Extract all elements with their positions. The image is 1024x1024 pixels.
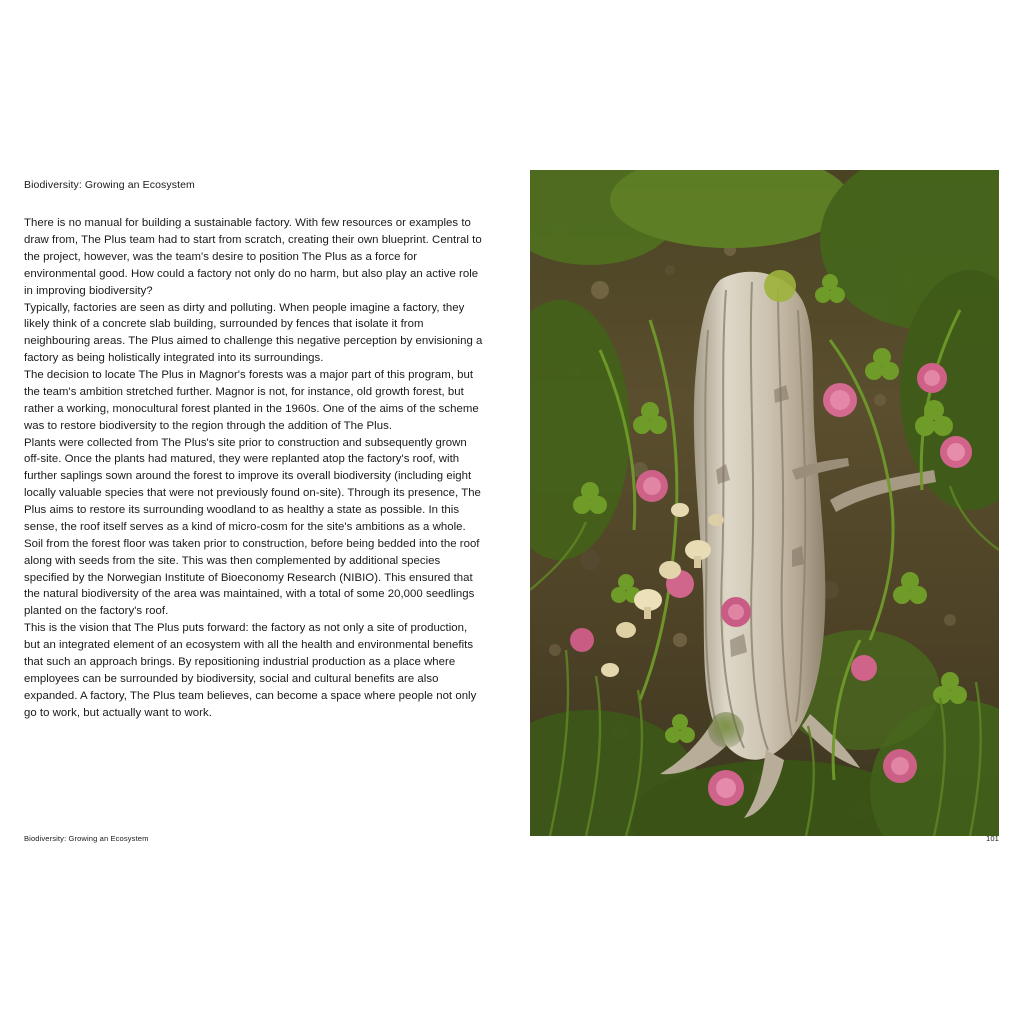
paragraph: Plants were collected from The Plus's site prior to construction and subsequently grown off-site. Once the plants had matured, they were replanted atop the factory's roof, with further saplings sown around the forest to improve its overall biodiversity (including eight locally valuable species that were not previously found on-site). Through its presence, The Plus aims to restore its surrounding woodland to as healthy a state as possible. In this sense, the roof itself serves as a kind of micro-cosm for the site's ambitions as a whole. Soil from the forest floor was taken prior to construction, before being bedded into the roof along with seeds from the site. This was then complemented by additional species specified by the Norwegian Institute of Bioeconomy Research (NIBIO). This ensured that the natural biodiversity of the area was maintained, with a total of some 20,000 seedlings planted on the factory's roof. bbox=[24, 436, 481, 618]
body-copy bbox=[24, 215, 484, 721]
paragraph: This is the vision that The Plus puts forward: the factory as not only a site of production, but an integrated element of an ecosystem with all the health and environmental benefits that such an approach brings. By repositioning industrial production as a place where employees can be surrounded by biodiversity, social and cultural benefits are also expanded. A factory, The Plus team believes, can become a space where people not only go to work, but actually want to work. bbox=[24, 622, 477, 719]
page-title: Biodiversity: Growing an Ecosystem bbox=[24, 179, 195, 191]
page-number: 101 bbox=[986, 834, 999, 843]
text-column bbox=[24, 178, 484, 721]
forest-floor-photo bbox=[530, 170, 999, 836]
paragraph: The decision to locate The Plus in Magnor's forests was a major part of this program, but the team's ambition stretched further. Magnor is not, for instance, old growth forest, but rather a working, monocultural forest planted in the 1960s. One of the aims of the scheme was to restore biodiversity to the region through the addition of The Plus. bbox=[24, 369, 479, 432]
paragraph: There is no manual for building a sustainable factory. With few resources or examples to draw from, The Plus team had to start from scratch, creating their own blueprint. Central to the project, however, was the team's desire to position The Plus as a force for environmental good. How could a factory not only do no harm, but also play an active role in improving biodiversity? bbox=[24, 217, 482, 297]
footer-running-head: Biodiversity: Growing an Ecosystem bbox=[24, 834, 149, 843]
paragraph: Typically, factories are seen as dirty and polluting. When people imagine a factory, they likely think of a concrete slab building, surrounded by fences that isolate it from neighbouring areas. The Plus aimed to challenge this negative perception by envisioning a factory as being holistically integrated into its surroundings. bbox=[24, 301, 483, 365]
